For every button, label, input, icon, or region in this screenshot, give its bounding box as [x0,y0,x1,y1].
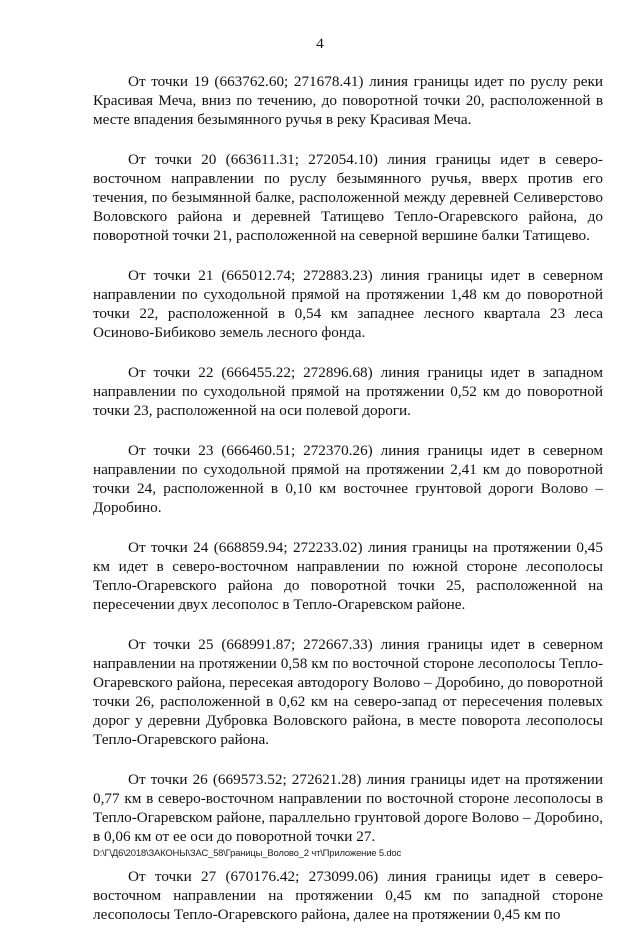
paragraph-point-23: От точки 23 (666460.51; 272370.26) линия границы идет в северном направлении по суходольной прямой на протяжении 2,41 км до поворотной точки 24, расположенной в 0,10 км восточнее грунтовой дороги Волово – Доробино. [93,442,603,516]
document-body [93,72,603,945]
footer-file-path: D:\Г\Д6\2018\ЗАКОНЫ\ЗАС_58\Границы_Волово_2 чт\Приложение 5.doc [93,848,402,859]
paragraph-point-27: От точки 27 (670176.42; 273099.06) линия границы идет в северо-восточном направлении на протяжении 0,45 км по западной стороне лесополосы Тепло-Огаревского района, далее на протяжении 0,45 км по [93,868,603,923]
paragraph-point-25: От точки 25 (668991.87; 272667.33) линия границы идет в северном направлении на протяжении 0,58 км по восточной стороне лесополосы Тепло-Огаревского района, пересекая автодорогу Волово – Доробино, до поворотной точки 26, расположенной в 0,62 км на северо-запад от пересечения полевых дорог у деревни Дубровка Воловского района, в месте поворота лесополосы Тепло-Огаревского района. [93,636,603,748]
paragraph-point-19: От точки 19 (663762.60; 271678.41) линия границы идет по руслу реки Красивая Меча, вниз по течению, до поворотной точки 20, расположенной в месте впадения безымянного ручья в реку Красивая Меча. [93,73,603,128]
paragraph-point-26: От точки 26 (669573.52; 272621.28) линия границы идет на протяжении 0,77 км в северо-восточном направлении по восточной стороне лесополосы в Тепло-Огаревском районе, параллельно грунтовой дороге Волово – Доробино, в 0,06 км от ее оси до поворотной точки 27. [93,771,603,845]
paragraph-point-20: От точки 20 (663611.31; 272054.10) линия границы идет в северо-восточном направлении по руслу безымянного ручья, вверх против его течения, по безымянной балке, расположенной между деревней Селиверстово Воловского района и деревней Татищево Тепло-Огаревского района, до поворотной точки 21, расположенной на северной вершине балки Татищево. [93,151,603,244]
paragraph-point-24: От точки 24 (668859.94; 272233.02) линия границы на протяжении 0,45 км идет в северо-восточном направлении по южной стороне лесополосы Тепло-Огаревского района до поворотной точки 25, расположенной на пересечении двух лесополос в Тепло-Огаревском районе. [93,539,603,613]
paragraph-point-21: От точки 21 (665012.74; 272883.23) линия границы идет в северном направлении по суходольной прямой на протяжении 1,48 км до поворотной точки 22, расположенной в 0,54 км западнее лесного квартала 23 леса Осиново-Бибиково земель лесного фонда. [93,267,603,341]
paragraph-point-22: От точки 22 (666455.22; 272896.68) линия границы идет в западном направлении по суходольной прямой на протяжении 0,52 км до поворотной точки 23, расположенной на оси полевой дороги. [93,364,603,419]
page-number: 4 [316,36,324,52]
